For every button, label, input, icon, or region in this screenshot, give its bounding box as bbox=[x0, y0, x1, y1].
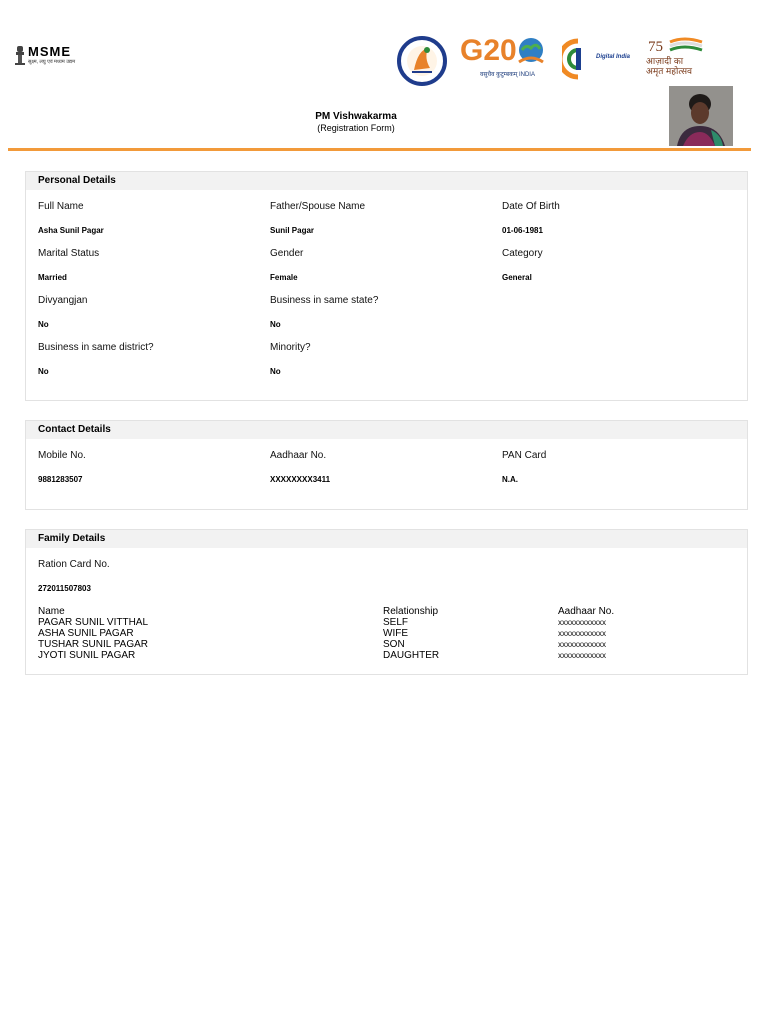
table-row bbox=[38, 639, 738, 650]
gender-label: Gender bbox=[270, 248, 304, 259]
column-header-name: Name bbox=[38, 606, 65, 617]
digital-india-logo bbox=[562, 38, 640, 80]
svg-text:75: 75 bbox=[648, 39, 663, 55]
page-subtitle: (Registration Form) bbox=[317, 123, 395, 133]
business-same-district-label: Business in same district? bbox=[38, 342, 154, 353]
column-header-aadhaar: Aadhaar No. bbox=[558, 606, 615, 617]
pan-card-value: N.A. bbox=[502, 475, 518, 484]
mobile-no-value: 9881283507 bbox=[38, 475, 83, 484]
national-emblem-icon bbox=[14, 44, 26, 66]
table-row bbox=[38, 617, 738, 628]
business-same-state-label: Business in same state? bbox=[270, 295, 379, 306]
family-members-table bbox=[38, 606, 738, 661]
table-row bbox=[38, 650, 738, 661]
page-title: PM Vishwakarma bbox=[315, 111, 397, 122]
member-name: JYOTI SUNIL PAGAR bbox=[38, 650, 136, 661]
g20-wordmark: G20 bbox=[460, 34, 517, 67]
aadhaar-no-value: XXXXXXXX3411 bbox=[270, 475, 331, 484]
earth-lotus-icon bbox=[514, 36, 548, 68]
business-same-district-value: No bbox=[38, 367, 49, 376]
minority-value: No bbox=[270, 367, 281, 376]
full-name-label: Full Name bbox=[38, 201, 84, 212]
section-heading: Personal Details bbox=[26, 172, 747, 190]
father-spouse-name-value: Sunil Pagar bbox=[270, 226, 315, 235]
azadi-line-1: आज़ादी का bbox=[646, 56, 684, 66]
father-spouse-name-label: Father/Spouse Name bbox=[270, 201, 366, 212]
column-header-relationship: Relationship bbox=[383, 606, 439, 617]
section-heading: Family Details bbox=[26, 530, 747, 548]
digital-india-icon bbox=[562, 38, 596, 80]
page-header bbox=[0, 0, 768, 150]
gender-value: Female bbox=[270, 273, 298, 282]
pm-vishwakarma-logo bbox=[394, 36, 450, 86]
g20-logo bbox=[458, 34, 550, 80]
applicant-portrait-icon bbox=[669, 86, 733, 146]
vishwakarma-emblem-icon bbox=[394, 36, 450, 86]
member-aadhaar: xxxxxxxxxxxx bbox=[558, 629, 606, 638]
category-value: General bbox=[502, 273, 532, 282]
member-name: PAGAR SUNIL VITTHAL bbox=[38, 617, 149, 628]
minority-label: Minority? bbox=[270, 342, 311, 353]
aadhaar-no-label: Aadhaar No. bbox=[270, 450, 327, 461]
member-relationship: SELF bbox=[383, 617, 409, 628]
member-aadhaar: xxxxxxxxxxxx bbox=[558, 651, 606, 660]
member-aadhaar: xxxxxxxxxxxx bbox=[558, 618, 606, 627]
divyangjan-value: No bbox=[38, 320, 49, 329]
category-label: Category bbox=[502, 248, 543, 259]
msme-logo bbox=[14, 44, 84, 70]
table-row bbox=[38, 628, 738, 639]
member-aadhaar: xxxxxxxxxxxx bbox=[558, 640, 606, 649]
mobile-no-label: Mobile No. bbox=[38, 450, 86, 461]
full-name-value: Asha Sunil Pagar bbox=[38, 226, 104, 235]
business-same-state-value: No bbox=[270, 320, 281, 329]
member-relationship: DAUGHTER bbox=[383, 650, 440, 661]
family-details-section bbox=[25, 529, 748, 675]
ration-card-label: Ration Card No. bbox=[38, 559, 110, 570]
applicant-photo bbox=[669, 86, 733, 146]
pan-card-label: PAN Card bbox=[502, 450, 547, 461]
header-divider bbox=[8, 148, 751, 151]
ration-card-value: 272011507803 bbox=[38, 584, 91, 593]
azadi-line-2: अमृत महोत्सव bbox=[646, 66, 693, 76]
msme-tagline: सूक्ष्म, लघु एवं मध्यम उद्यम bbox=[28, 59, 76, 65]
date-of-birth-value: 01-06-1981 bbox=[502, 226, 543, 235]
section-heading: Contact Details bbox=[26, 421, 747, 439]
date-of-birth-label: Date Of Birth bbox=[502, 201, 560, 212]
azadi-text bbox=[646, 56, 692, 76]
msme-wordmark: MSME bbox=[28, 44, 71, 59]
member-relationship: WIFE bbox=[383, 628, 408, 639]
digital-india-text: Digital India bbox=[596, 54, 631, 60]
flag-75-icon bbox=[648, 36, 704, 56]
marital-status-label: Marital Status bbox=[38, 248, 100, 259]
marital-status-value: Married bbox=[38, 273, 67, 282]
contact-details-section bbox=[25, 420, 748, 510]
personal-details-section bbox=[25, 171, 748, 401]
azadi-ka-amrit-mahotsav-logo bbox=[646, 36, 708, 80]
member-relationship: SON bbox=[383, 639, 405, 650]
table-header-row bbox=[38, 606, 738, 617]
divyangjan-label: Divyangjan bbox=[38, 295, 88, 306]
member-name: ASHA SUNIL PAGAR bbox=[38, 628, 134, 639]
member-name: TUSHAR SUNIL PAGAR bbox=[38, 639, 149, 650]
g20-tagline: वसुधैव कुटुम्बकम् INDIA bbox=[480, 72, 535, 78]
